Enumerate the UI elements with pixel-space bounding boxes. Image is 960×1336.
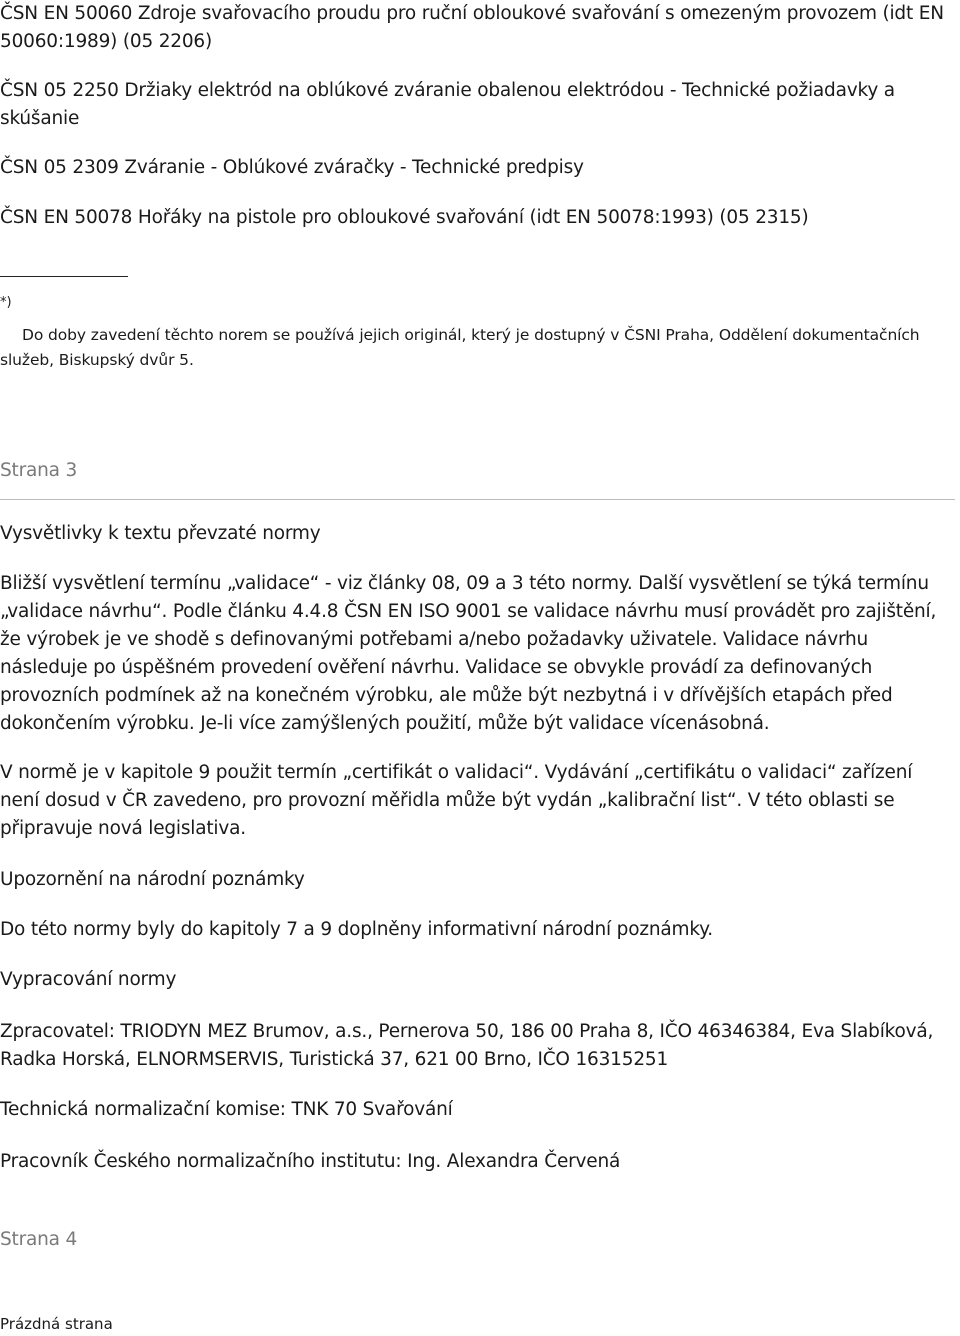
- national-notes-heading: Upozornění na národní poznámky: [0, 869, 305, 890]
- institute-worker-text: Pracovník Českého normalizačního institutu: Ing. Alexandra Červená: [0, 1151, 621, 1172]
- page-3-label: Strana 3: [0, 460, 78, 481]
- explanations-heading: Vysvětlivky k textu převzaté normy: [0, 523, 321, 544]
- footnote-text: Do doby zavedení těchto norem se používá jejich originál, který je dostupný v ČSNI Praha, Oddělení dokumentačních služeb, Biskupský dvůr 5.: [0, 325, 920, 369]
- certificate-paragraph: V normě je v kapitole 9 použit termín „certifikát o validaci“. Vydávání „certifikátu o validaci“ zařízení není dosud v ČR zavedeno, pro provozní měřidla může být vydán „kalibrační list“. V této oblasti se připravuje nová legislativa.: [0, 762, 913, 839]
- empty-page-text: Prázdná strana: [0, 1315, 113, 1333]
- reference-en-50060: ČSN EN 50060 Zdroje svařovacího proudu pro ruční obloukové svařování s omezeným provozem (idt EN 50060:1989) (05 2206): [0, 3, 944, 52]
- validation-paragraph: Bližší vysvětlení termínu „validace“ - viz články 08, 09 a 3 této normy. Další vysvětlení se týká termínu „validace návrhu“. Podle článku 4.4.8 ČSN EN ISO 9001 se validace návrhu musí provádět pro zajištění, že výrobek je ve shodě s definovanými potřebami a/nebo požadavky uživatele. Validace návrhu následuje po úspěšném provedení ověření návrhu. Validace se obvykle provádí za definovaných provozních podmínek až na konečném výrobku, ale může být nezbytná i v dřívějších etapách před dokončením výrobku. Je-li více zamýšlených použití, může být validace vícenásobná.: [0, 573, 937, 734]
- national-notes-text: Do této normy byly do kapitoly 7 a 9 doplněny informativní národní poznámky.: [0, 919, 713, 940]
- preparation-heading: Vypracování normy: [0, 969, 177, 990]
- footnote-divider: [0, 276, 128, 277]
- processor-text: Zpracovatel: TRIODYN MEZ Brumov, a.s., Pernerova 50, 186 00 Praha 8, IČO 46346384, Eva Slabíková, Radka Horská, ELNORMSERVIS, Turistická 37, 621 00 Brno, IČO 16315251: [0, 1021, 934, 1070]
- reference-05-2250: ČSN 05 2250 Držiaky elektród na oblúkové zváranie obalenou elektródou - Technické požiadavky a skúšanie: [0, 80, 895, 129]
- footnote-mark: *): [0, 295, 12, 310]
- committee-text: Technická normalizační komise: TNK 70 Svařování: [0, 1099, 453, 1120]
- reference-05-2309: ČSN 05 2309 Zváranie - Oblúkové zváračky - Technické predpisy: [0, 157, 584, 178]
- reference-en-50078: ČSN EN 50078 Hořáky na pistole pro obloukové svařování (idt EN 50078:1993) (05 2315): [0, 207, 809, 228]
- page-4-label: Strana 4: [0, 1229, 78, 1250]
- page-divider: [0, 499, 955, 500]
